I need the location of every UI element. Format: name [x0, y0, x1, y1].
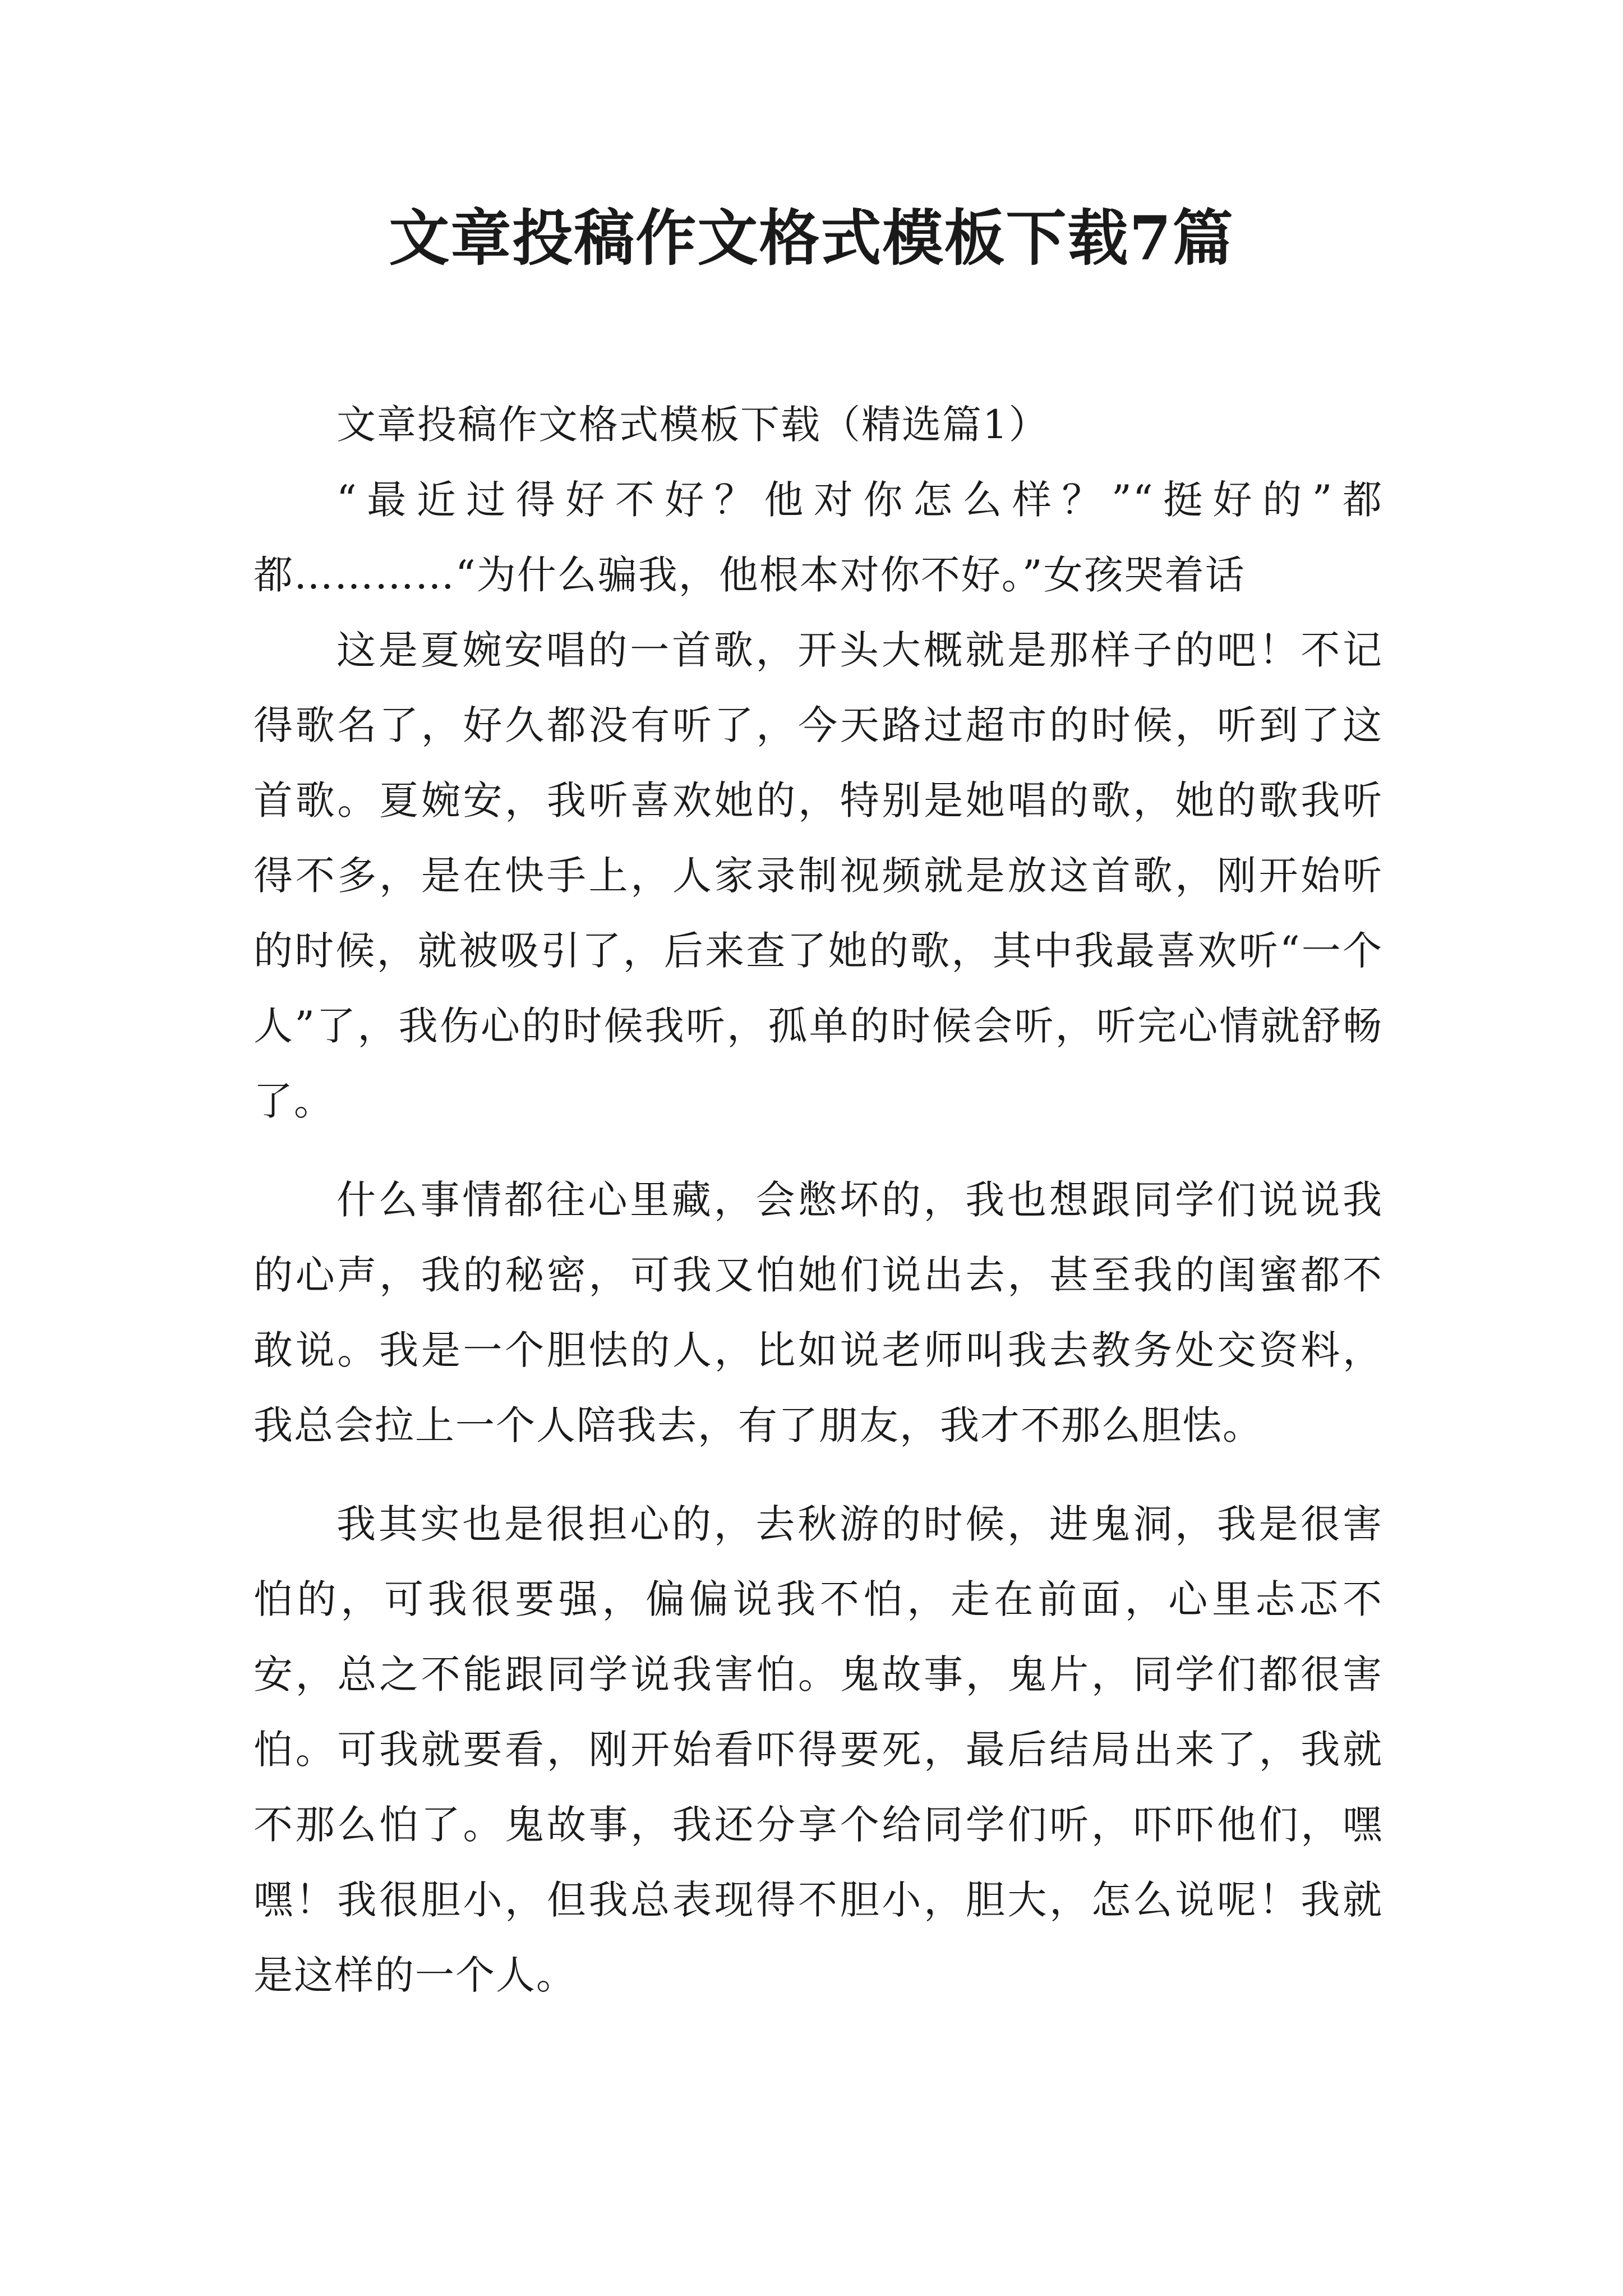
paragraph-dialogue: “最近过得好不好？他对你怎么样？”“挺好的”都都…………“为什么骗我，他根本对你不好。”女孩哭着话 [253, 477, 1383, 598]
paragraph: 这是夏婉安唱的一首歌，开头大概就是那样子的吧！不记得歌名了，好久都没有听了，今天路过超市的时候，听到了这首歌。夏婉安，我听喜欢她的，特别是她唱的歌，她的歌我听得不多，是在快手上，人家录制视频就是放这首歌，刚开始听的时候，就被吸引了，后来查了她的歌，其中我最喜欢听“一个人”了，我伤心的时候我听，孤单的时候会听，听完心情就舒畅了。 [253, 627, 1383, 1124]
document-title: 文章投稿作文格式模板下载7篇 [389, 203, 1234, 274]
paragraph: 什么事情都往心里藏，会憋坏的，我也想跟同学们说说我的心声，我的秘密，可我又怕她们说出去，甚至我的闺蜜都不敢说。我是一个胆怯的人，比如说老师叫我去教务处交资料，我总会拉上一个人陪我去，有了朋友，我才不那么胆怯。 [253, 1177, 1383, 1448]
document-body [253, 387, 1383, 2013]
section-heading: 文章投稿作文格式模板下载（精选篇1） [336, 402, 1049, 448]
paragraph: 我其实也是很担心的，去秋游的时候，进鬼洞，我是很害怕的，可我很要强，偏偏说我不怕，走在前面，心里忐忑不安，总之不能跟同学说我害怕。鬼故事，鬼片，同学们都很害怕。可我就要看，刚开始看吓得要死，最后结局出来了，我就不那么怕了。鬼故事，我还分享个给同学们听，吓吓他们，嘿嘿！我很胆小，但我总表现得不胆小，胆大，怎么说呢！我就是这样的一个人。 [253, 1501, 1383, 1998]
